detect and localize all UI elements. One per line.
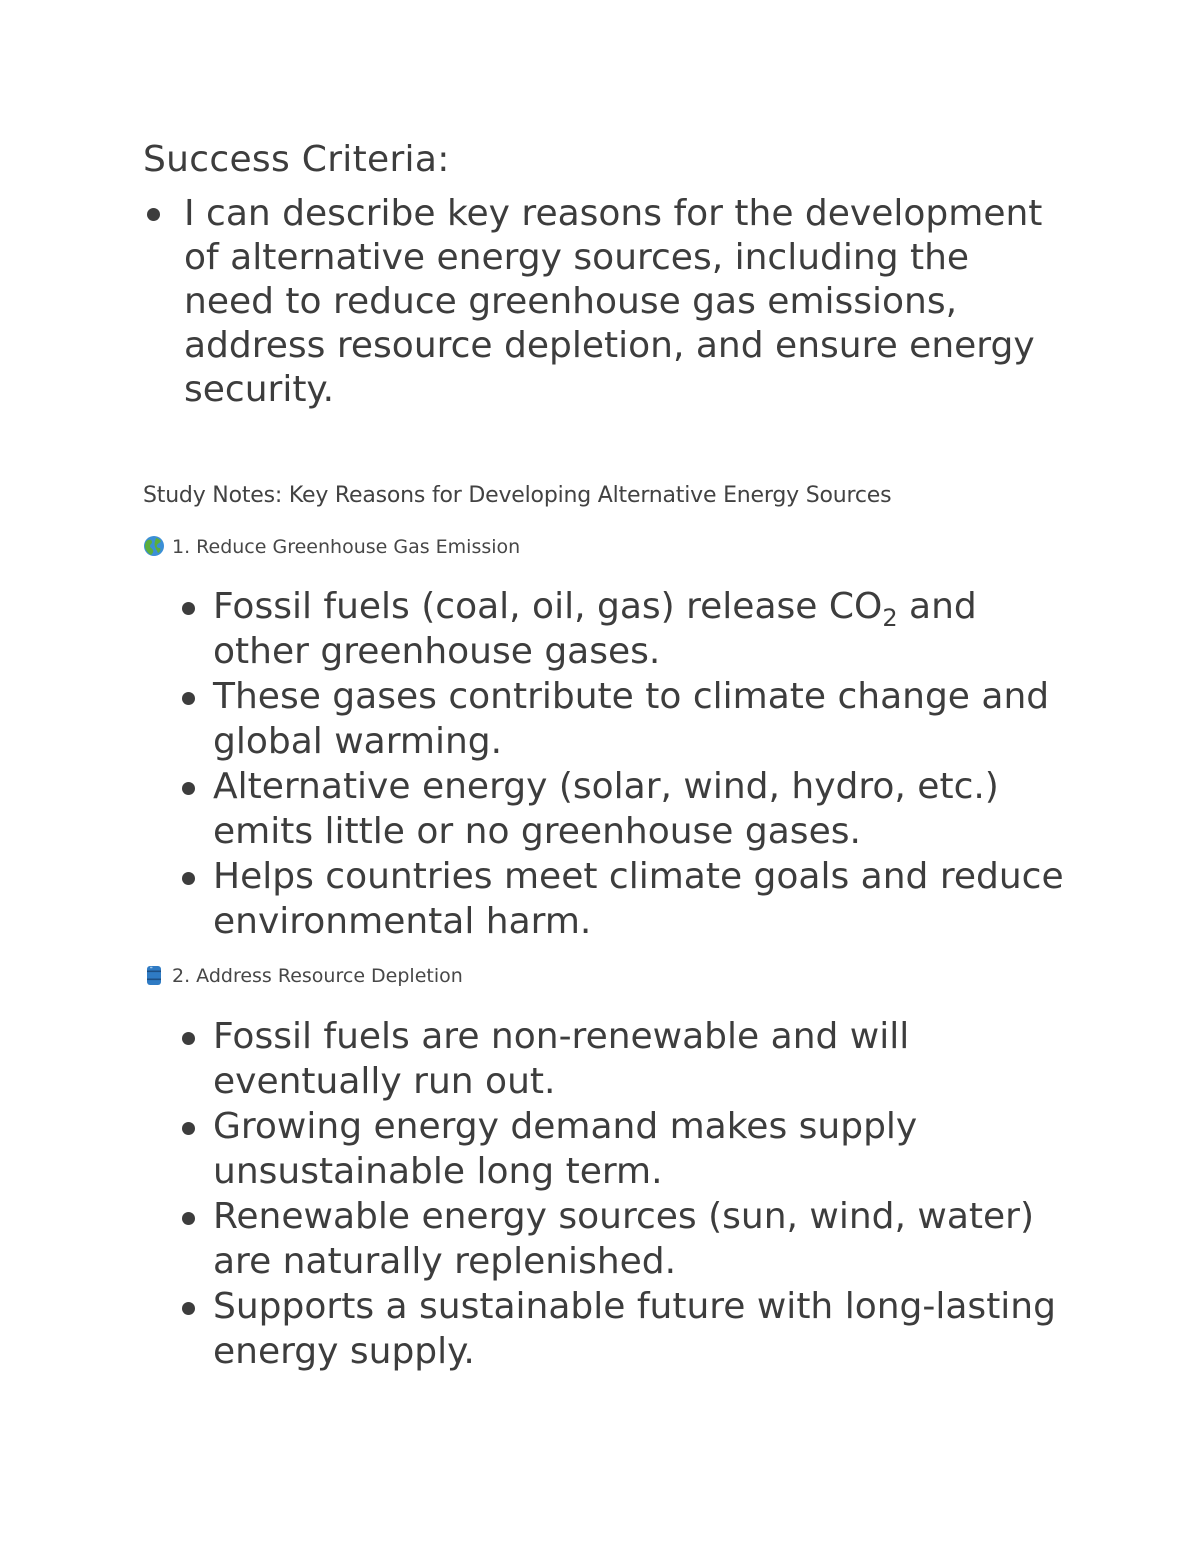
bullet-dot-icon [147, 208, 160, 221]
resource-depletion-bullet-list [172, 1015, 1072, 1375]
bullet-dot-icon [182, 602, 195, 615]
list-item [143, 192, 1043, 412]
list-item [172, 675, 1072, 764]
subscript-text: 2 [882, 604, 898, 632]
list-item [172, 1195, 1072, 1284]
bullet-text: Fossil fuels are non-renewable and will eventually run out. [213, 1016, 910, 1102]
section-heading-text: 2. Address Resource Depletion [172, 965, 463, 987]
bullet-text: Helps countries meet climate goals and reduce environmental harm. [213, 856, 1064, 942]
bullet-text-after: and other greenhouse gases. [213, 586, 977, 672]
greenhouse-bullet-list [172, 585, 1072, 945]
bullet-dot-icon [182, 1122, 195, 1135]
bullet-text: Growing energy demand makes supply unsustainable long term. [213, 1106, 918, 1192]
list-item [172, 765, 1072, 854]
globe-icon [143, 535, 165, 557]
section-heading-greenhouse [143, 533, 520, 561]
oil-barrel-icon [143, 964, 165, 986]
list-item [172, 1285, 1072, 1374]
list-item [172, 585, 1072, 674]
success-criteria-heading: Success Criteria: [143, 139, 450, 180]
success-criteria-list [143, 192, 1043, 412]
bullet-text: Alternative energy (solar, wind, hydro, etc.) emits little or no greenhouse gases. [213, 766, 999, 852]
bullet-text: These gases contribute to climate change and global warming. [213, 676, 1050, 762]
section-heading-resource-depletion [143, 962, 463, 990]
bullet-dot-icon [182, 1302, 195, 1315]
bullet-text: Renewable energy sources (sun, wind, water) are naturally replenished. [213, 1196, 1035, 1282]
bullet-dot-icon [182, 692, 195, 705]
bullet-text: Supports a sustainable future with long-lasting energy supply. [213, 1286, 1056, 1372]
bullet-text-before: Fossil fuels (coal, oil, gas) release CO [213, 586, 883, 627]
bullet-dot-icon [182, 872, 195, 885]
section-heading-text: 1. Reduce Greenhouse Gas Emission [172, 536, 521, 558]
list-item [172, 1015, 1072, 1104]
criteria-text: I can describe key reasons for the development of alternative energy sources, including the need to reduce greenhouse gas emissions, address resource depletion, and ensure energy security. [184, 193, 1043, 410]
list-item [172, 1105, 1072, 1194]
study-notes-title: Study Notes: Key Reasons for Developing Alternative Energy Sources [143, 483, 892, 508]
bullet-dot-icon [182, 1032, 195, 1045]
bullet-dot-icon [182, 782, 195, 795]
list-item [172, 855, 1072, 944]
bullet-dot-icon [182, 1212, 195, 1225]
